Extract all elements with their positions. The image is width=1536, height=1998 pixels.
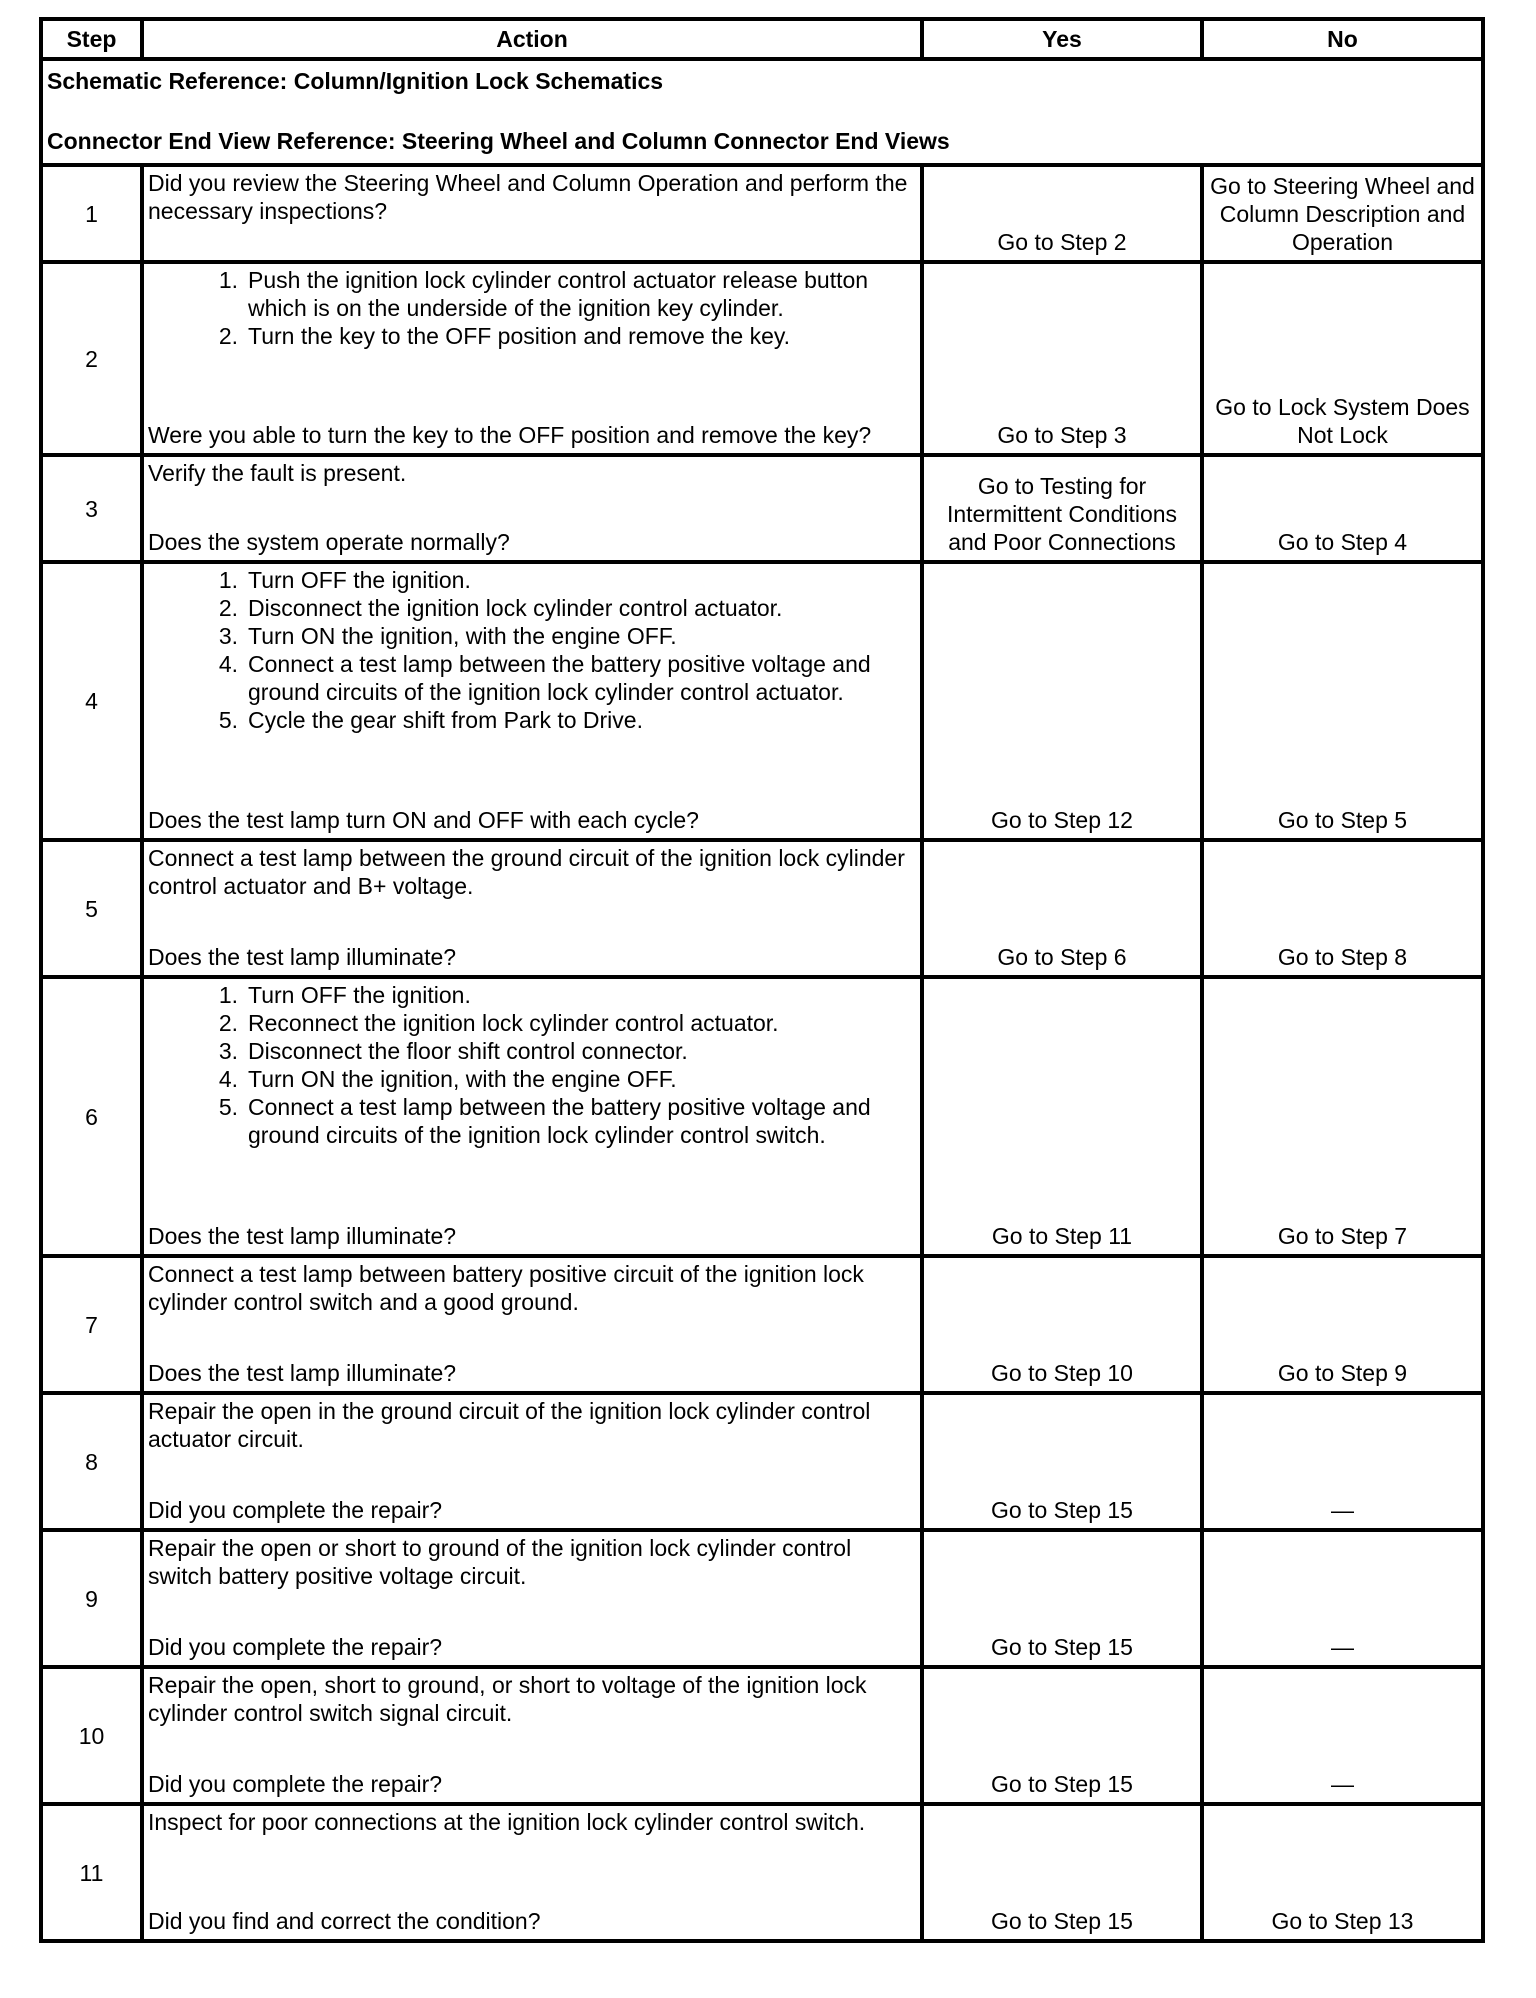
yes-result: Go to Step 12 (922, 562, 1202, 840)
table-row (41, 262, 1483, 455)
list-item-number: 2. (218, 595, 238, 621)
list-item-text: Turn OFF the ignition. (248, 567, 471, 593)
step-number: 11 (41, 1804, 142, 1941)
table-row (41, 165, 1483, 262)
yes-result: Go to Step 15 (922, 1667, 1202, 1804)
list-item-text: Push the ignition lock cylinder control actuator release button which is on the underside of the ignition key cylinder. (248, 267, 869, 321)
table-row (41, 562, 1483, 840)
yes-result: Go to Step 2 (922, 165, 1202, 262)
action-question: Did you complete the repair? (148, 1497, 443, 1523)
no-result: Go to Step 8 (1202, 840, 1483, 977)
reference-cell (41, 59, 1483, 165)
table-row (41, 455, 1483, 562)
no-result: Go to Step 9 (1202, 1256, 1483, 1393)
no-result: — (1202, 1530, 1483, 1667)
action-question: Did you complete the repair? (148, 1771, 443, 1797)
step-number: 6 (41, 977, 142, 1256)
table-row (41, 840, 1483, 977)
no-result: Go to Step 7 (1202, 977, 1483, 1256)
list-item (148, 1009, 916, 1037)
action-intro: Verify the fault is present. (148, 460, 407, 486)
action-intro: Connect a test lamp between the ground circuit of the ignition lock cylinder control actuator and B+ voltage. (148, 845, 905, 899)
yes-result: Go to Step 15 (922, 1393, 1202, 1530)
no-result: Go to Step 5 (1202, 562, 1483, 840)
no-result: — (1202, 1667, 1483, 1804)
list-item-text: Connect a test lamp between the battery positive voltage and ground circuits of the ignition lock cylinder control switch. (248, 1094, 871, 1148)
table-row (41, 1393, 1483, 1530)
action-cell (142, 1393, 922, 1530)
list-item-text: Turn ON the ignition, with the engine OFF. (248, 623, 677, 649)
list-item-number: 3. (218, 623, 238, 649)
header-step: Step (41, 19, 142, 59)
no-result: Go to Lock System Does Not Lock (1202, 262, 1483, 455)
table-row (41, 977, 1483, 1256)
action-steps-list (148, 981, 916, 1149)
list-item-number: 4. (218, 651, 238, 677)
header-action: Action (142, 19, 922, 59)
action-question: Does the system operate normally? (148, 529, 510, 555)
list-item-number: 5. (218, 707, 238, 733)
list-item-number: 5. (218, 1094, 238, 1120)
list-item-text: Turn ON the ignition, with the engine OFF. (248, 1066, 677, 1092)
action-steps-list (148, 566, 916, 734)
action-question: Did you find and correct the condition? (148, 1908, 541, 1934)
action-intro: Did you review the Steering Wheel and Column Operation and perform the necessary inspections? (148, 170, 908, 224)
step-number: 8 (41, 1393, 142, 1530)
table-row (41, 1530, 1483, 1667)
list-item-text: Cycle the gear shift from Park to Drive. (248, 707, 643, 733)
step-number: 2 (41, 262, 142, 455)
list-item (148, 981, 916, 1009)
action-question: Does the test lamp turn ON and OFF with each cycle? (148, 807, 699, 833)
action-question: Does the test lamp illuminate? (148, 1360, 457, 1386)
list-item (148, 1065, 916, 1093)
step-number: 1 (41, 165, 142, 262)
action-cell (142, 1256, 922, 1393)
yes-result: Go to Step 3 (922, 262, 1202, 455)
action-intro: Repair the open, short to ground, or short to voltage of the ignition lock cylinder control switch signal circuit. (148, 1672, 867, 1726)
action-question: Were you able to turn the key to the OFF position and remove the key? (148, 422, 872, 448)
list-item-text: Turn OFF the ignition. (248, 982, 471, 1008)
yes-result: Go to Step 15 (922, 1804, 1202, 1941)
header-yes: Yes (922, 19, 1202, 59)
action-cell (142, 1804, 922, 1941)
list-item-text: Disconnect the floor shift control connector. (248, 1038, 688, 1064)
list-item-number: 1. (218, 267, 238, 293)
action-cell (142, 262, 922, 455)
action-intro: Repair the open in the ground circuit of the ignition lock cylinder control actuator circuit. (148, 1398, 871, 1452)
list-item (148, 622, 916, 650)
step-number: 10 (41, 1667, 142, 1804)
list-item (148, 706, 916, 734)
table-row (41, 1256, 1483, 1393)
yes-result: Go to Testing for Intermittent Conditions and Poor Connections (922, 455, 1202, 562)
diagnostic-table (39, 17, 1485, 1943)
action-cell (142, 977, 922, 1256)
list-item (148, 650, 916, 706)
connector-reference: Connector End View Reference: Steering Wheel and Column Connector End Views (47, 128, 950, 154)
yes-result: Go to Step 15 (922, 1530, 1202, 1667)
list-item-text: Reconnect the ignition lock cylinder control actuator. (248, 1010, 779, 1036)
action-question: Did you complete the repair? (148, 1634, 443, 1660)
header-row (41, 19, 1483, 59)
list-item-text: Disconnect the ignition lock cylinder control actuator. (248, 595, 783, 621)
no-result: — (1202, 1393, 1483, 1530)
list-item-number: 1. (218, 982, 238, 1008)
action-cell (142, 1667, 922, 1804)
step-number: 9 (41, 1530, 142, 1667)
action-cell (142, 455, 922, 562)
no-result: Go to Steering Wheel and Column Description and Operation (1202, 165, 1483, 262)
action-cell (142, 1530, 922, 1667)
table-row (41, 1804, 1483, 1941)
reference-row (41, 59, 1483, 165)
list-item (148, 266, 916, 322)
step-number: 7 (41, 1256, 142, 1393)
action-intro: Connect a test lamp between battery positive circuit of the ignition lock cylinder control switch and a good ground. (148, 1261, 864, 1315)
action-question: Does the test lamp illuminate? (148, 1223, 457, 1249)
step-number: 3 (41, 455, 142, 562)
action-cell (142, 165, 922, 262)
action-steps-list (148, 266, 916, 350)
list-item (148, 1037, 916, 1065)
list-item (148, 1093, 916, 1149)
action-cell (142, 840, 922, 977)
header-no: No (1202, 19, 1483, 59)
list-item-number: 2. (218, 323, 238, 349)
list-item (148, 566, 916, 594)
schematic-reference: Schematic Reference: Column/Ignition Lock Schematics (47, 68, 664, 94)
no-result: Go to Step 4 (1202, 455, 1483, 562)
list-item-number: 4. (218, 1066, 238, 1092)
action-intro: Inspect for poor connections at the ignition lock cylinder control switch. (148, 1809, 866, 1835)
list-item-number: 2. (218, 1010, 238, 1036)
action-intro: Repair the open or short to ground of the ignition lock cylinder control switch battery positive voltage circuit. (148, 1535, 852, 1589)
step-number: 5 (41, 840, 142, 977)
list-item (148, 322, 916, 350)
step-number: 4 (41, 562, 142, 840)
list-item-text: Connect a test lamp between the battery positive voltage and ground circuits of the ignition lock cylinder control actuator. (248, 651, 871, 705)
yes-result: Go to Step 10 (922, 1256, 1202, 1393)
list-item-text: Turn the key to the OFF position and remove the key. (248, 323, 791, 349)
no-result: Go to Step 13 (1202, 1804, 1483, 1941)
yes-result: Go to Step 11 (922, 977, 1202, 1256)
yes-result: Go to Step 6 (922, 840, 1202, 977)
action-cell (142, 562, 922, 840)
list-item (148, 594, 916, 622)
list-item-number: 3. (218, 1038, 238, 1064)
action-question: Does the test lamp illuminate? (148, 944, 457, 970)
table-row (41, 1667, 1483, 1804)
list-item-number: 1. (218, 567, 238, 593)
